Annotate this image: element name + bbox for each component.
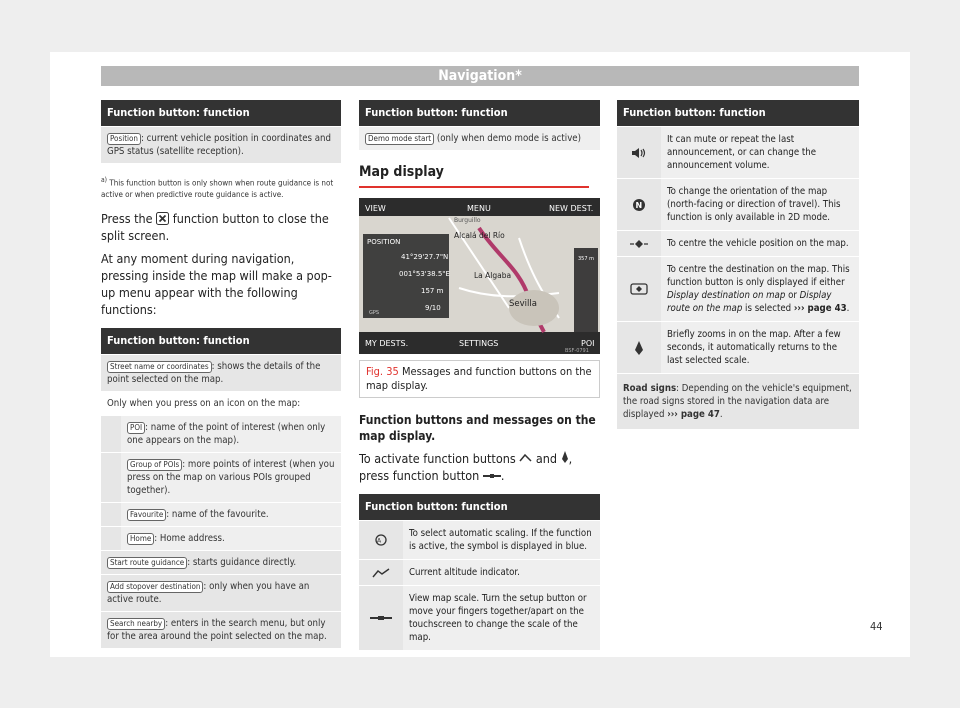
svg-text:Alcalá del Río: Alcalá del Río <box>454 231 505 240</box>
close-icon <box>156 212 169 225</box>
north-compass-icon <box>632 198 646 212</box>
table-row: Group of POIs : more points of interest (when you press on the map on various POIs grouped together). <box>101 452 341 502</box>
table-row: Start route guidance : starts guidance directly. <box>101 550 341 574</box>
key-group-pois: Group of POIs <box>127 459 182 471</box>
table-row: Only when you press on an icon on the map: <box>101 391 341 415</box>
svg-text:357 m: 357 m <box>578 256 595 262</box>
centre-vehicle-icon <box>630 239 648 249</box>
altitude-icon <box>372 568 390 578</box>
key-start-route: Start route guidance <box>107 557 187 569</box>
map-poi-label: POI <box>581 339 595 348</box>
table-row: To centre the vehicle position on the map. <box>617 230 859 256</box>
paragraph: Press the function button to close the split screen. <box>101 210 329 243</box>
key-home: Home <box>127 533 154 545</box>
map-newdest-label: NEW DEST. <box>549 204 594 213</box>
key-search-nearby: Search nearby <box>107 618 165 630</box>
key-add-stopover: Add stopover destination <box>107 581 203 593</box>
page-number: 44 <box>870 620 883 633</box>
table-row: Briefly zooms in on the map. After a few seconds, it automatically returns to the last selected scale. <box>617 321 859 373</box>
table-row: Demo mode start (only when demo mode is active) <box>359 126 600 150</box>
table-row: View map scale. Turn the setup button or move your fingers together/apart on the touchscreen to change the scale of the map. <box>359 585 600 650</box>
map-mydests-label: MY DESTS. <box>365 339 409 348</box>
map-scale-icon <box>483 472 501 480</box>
column-3 <box>617 100 859 429</box>
table-header: Function button: function <box>617 100 859 126</box>
table-header: Function button: function <box>359 100 600 126</box>
svg-text:A: A <box>377 537 382 545</box>
key-position: Position <box>107 133 141 145</box>
map-figure <box>359 198 600 354</box>
key-poi: POI <box>127 422 145 434</box>
table-row: N To change the orientation of the map (north-facing or direction of travel). This function is only available in 2D mode. <box>617 178 859 230</box>
column-1 <box>101 100 341 648</box>
map-menu-label: MENU <box>467 204 491 213</box>
zoom-return-icon <box>634 341 644 355</box>
svg-text:BSF-0791: BSF-0791 <box>565 348 589 354</box>
map-position-label: POSITION <box>367 238 401 246</box>
svg-text:157 m: 157 m <box>421 287 444 295</box>
svg-text:Sevilla: Sevilla <box>509 299 537 309</box>
figure-caption: Fig. 35 Messages and function buttons on the map display. <box>359 360 600 398</box>
centre-destination-icon <box>630 283 648 295</box>
auto-scale-icon <box>519 453 532 463</box>
svg-text:GPS: GPS <box>369 310 380 316</box>
zoom-return-icon <box>561 451 569 463</box>
table-row: It can mute or repeat the last announcement, or can change the announcement volume. <box>617 126 859 178</box>
key-street-name: Street name or coordinates <box>107 361 212 373</box>
svg-text:001°53'38.5"E: 001°53'38.5"E <box>399 270 450 278</box>
map-settings-label: SETTINGS <box>459 339 499 348</box>
table-row: Street name or coordinates : shows the details of the point selected on the map. <box>101 354 341 391</box>
svg-text:Burguillo: Burguillo <box>454 217 481 224</box>
paragraph: At any moment during navigation, pressing inside the map will make a pop-up menu appear with the following functions: <box>101 250 332 317</box>
map-scale-icon <box>370 614 392 622</box>
table-row: To centre the destination on the map. This function button is only displayed if either Display destination on map or Display route on the map is selected ››› page 43. <box>617 256 859 321</box>
table-row: Favourite : name of the favourite. <box>101 502 341 526</box>
table-row: Search nearby : enters in the search menu, but only for the area around the point selected on the map. <box>101 611 341 648</box>
svg-text:La Algaba: La Algaba <box>474 271 512 280</box>
column-2 <box>359 100 600 650</box>
key-demo-mode: Demo mode start <box>365 133 434 145</box>
table-row: Home : Home address. <box>101 526 341 550</box>
key-favourite: Favourite <box>127 509 166 521</box>
table-row: POI : name of the point of interest (when only one appears on the map). <box>101 415 341 452</box>
table-row: Add stopover destination : only when you have an active route. <box>101 574 341 611</box>
svg-text:9/10: 9/10 <box>425 304 441 312</box>
paragraph: To activate function buttons and , press function button . <box>359 451 573 483</box>
page-header: Navigation* <box>101 66 859 86</box>
table-row: Road signs: Depending on the vehicle's equipment, the road signs stored in the navigation data are displayed ››› page 47. <box>617 373 859 429</box>
map-view-label: VIEW <box>365 204 386 213</box>
table-header: Function button: function <box>101 328 341 354</box>
svg-text:41°29'27.7"N: 41°29'27.7"N <box>401 253 449 261</box>
map-screenshot <box>359 198 600 354</box>
table-row: A To select automatic scaling. If the function is active, the symbol is displayed in blue. <box>359 520 600 559</box>
svg-text:N: N <box>635 200 643 210</box>
subheading: Function buttons and messages on the map display. <box>359 413 596 443</box>
footnote: $^{a)}$ This function button is only shown when route guidance is not active or when predictive route guidance is active. <box>101 176 334 199</box>
mute-announcement-icon <box>630 146 648 160</box>
table-header: Function button: function <box>101 100 341 126</box>
table-row: Current altitude indicator. <box>359 559 600 585</box>
table-header: Function button: function <box>359 494 600 520</box>
auto-scale-icon <box>373 534 389 546</box>
section-title: Map display <box>359 164 589 188</box>
table-row: Position : current vehicle position in coordinates and GPS status (satellite reception). <box>101 126 341 163</box>
